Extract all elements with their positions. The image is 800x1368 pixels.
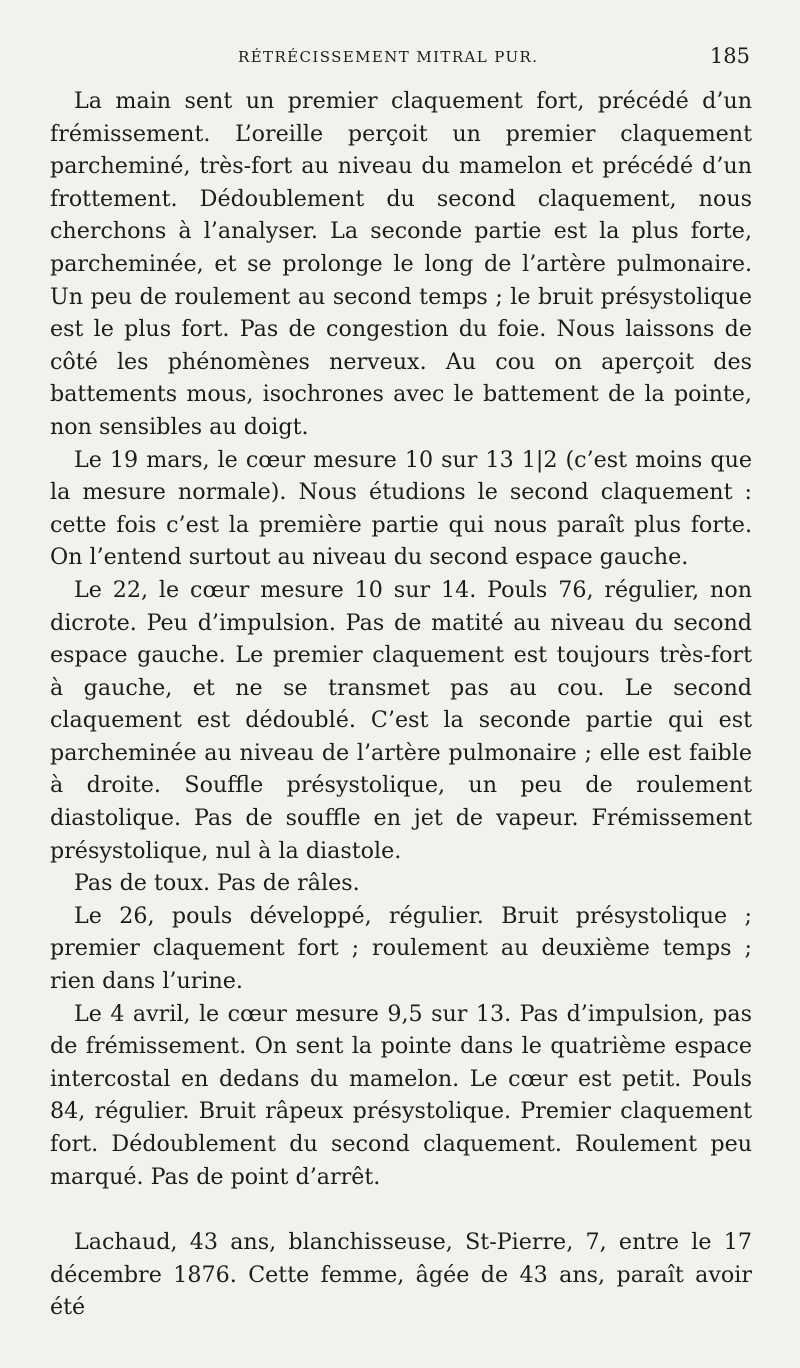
paragraph-19-mars: Le 19 mars, le cœur mesure 10 sur 13 1|2 (c’est moins que la mesure normale). Nous étudions le second claquement : cette fois c’est la première partie qui nous paraît plus forte. On l’entend surtout au niveau du second espace gauche. [50, 446, 752, 571]
paragraph-toux: Pas de toux. Pas de râles. [74, 870, 360, 897]
running-title: RÉTRÉCISSEMENT MITRAL PUR. [238, 48, 539, 66]
paragraph-lachaud: Lachaud, 43 ans, blanchisseuse, St-Pierre, 7, entre le 17 décembre 1876. Cette femme, âgée de 43 ans, paraît avoir été [50, 1229, 752, 1321]
page-number: 185 [709, 44, 750, 68]
paragraph-22: Le 22, le cœur mesure 10 sur 14. Pouls 76, régulier, non dicrote. Peu d’impulsion. Pas de matité au niveau du second espace gauche. Le premier claquement est toujours très-fort à gauche, et ne se transmet pas au cou. Le second claquement est dédoublé. C’est la seconde partie qui est parcheminée au niveau de l’artère pulmonaire ; elle est faible à droite. Souffle présystolique, un peu de roulement diastolique. Pas de souffle en jet de vapeur. Frémissement présystolique, nul à la diastole. [50, 576, 752, 864]
paragraph-examination: La main sent un premier claquement fort, précédé d’un frémissement. L’oreille perçoit un premier claquement parcheminé, très-fort au niveau du mamelon et précédé d’un frottement. Dédoublement du second claquement, nous cherchons à l’analyser. La seconde partie est la plus forte, parcheminée, et se prolonge le long de l’artère pulmonaire. Un peu de roulement au second temps ; le bruit présystolique est le plus fort. Pas de congestion du foie. Nous laissons de côté les phénomènes nerveux. Au cou on aperçoit des battements mous, isochrones avec le battement de la pointe, non sensibles au doigt. [50, 88, 752, 440]
paragraph-spacer [50, 1193, 752, 1226]
paragraph-26: Le 26, pouls développé, régulier. Bruit présystolique ; premier claquement fort ; roulement au deuxième temps ; rien dans l’urine. [50, 902, 752, 995]
page-header [50, 44, 752, 74]
body-text [50, 85, 752, 1324]
paragraph-4-avril: Le 4 avril, le cœur mesure 9,5 sur 13. Pas d’impulsion, pas de frémissement. On sent la pointe dans le quatrième espace intercostal en dedans du mamelon. Le cœur est petit. Pouls 84, régulier. Bruit râpeux présystolique. Premier claquement fort. Dédoublement du second claquement. Roulement peu marqué. Pas de point d’arrêt. [50, 1000, 752, 1190]
